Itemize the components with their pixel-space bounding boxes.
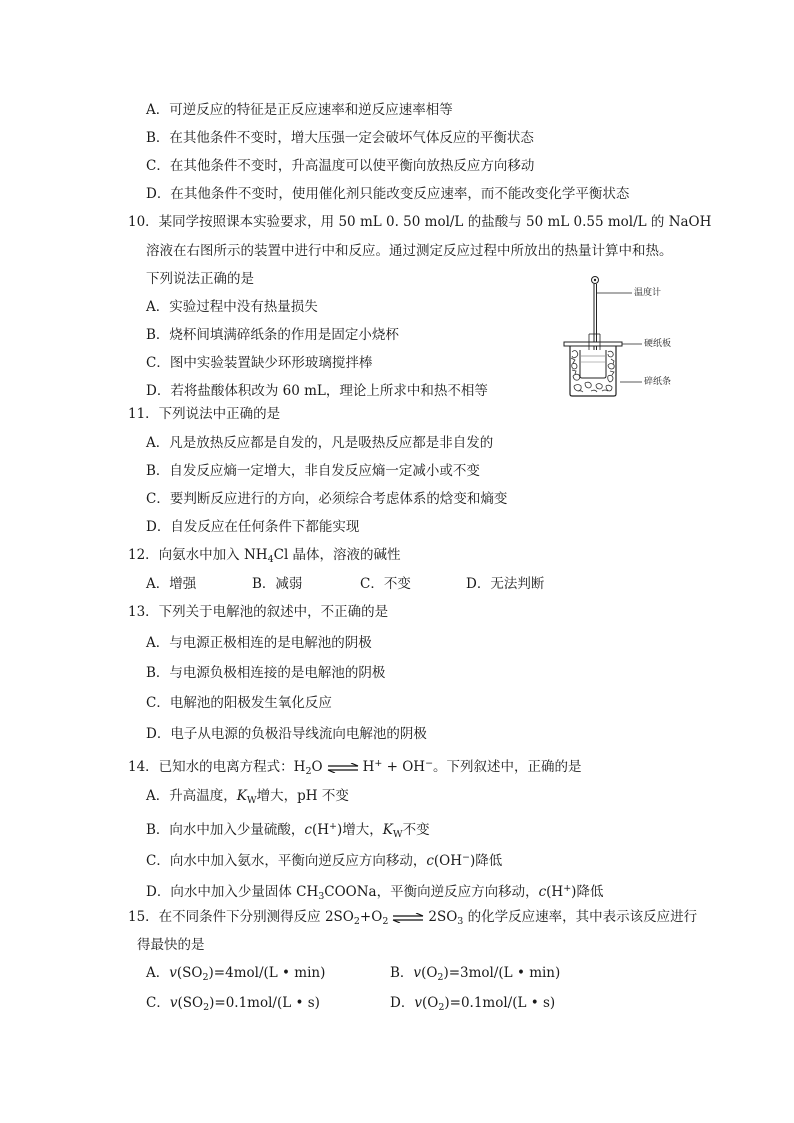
q10-option-a: A．实验过程中没有热量损失 [146, 299, 318, 315]
q15-option-a: A．$v(SO_2)=4mol/(L$ • min) [146, 965, 326, 983]
q12-option-c: C．不变 [360, 576, 411, 592]
q15-stem-line1: 15．在不同条件下分别测得反应 $2SO_2+O_2$ $2SO_3$ 的化学反应速率，其中表示该反应进行 [128, 909, 698, 927]
q13-option-d: D．电子从电源的负极沿导线流向电解池的阴极 [146, 726, 427, 742]
q13-stem: 13．下列关于电解池的叙述中，不正确的是 [128, 604, 389, 620]
q10-option-b: B．烧杯间填满碎纸条的作用是固定小烧杯 [146, 327, 399, 343]
q11-option-c: C．要判断反应进行的方向，必须综合考虑体系的焓变和熵变 [146, 491, 508, 507]
q10-stem-line3: 下列说法正确的是 [146, 271, 254, 287]
q9-option-c: C．在其他条件不变时，升高温度可以使平衡向放热反应方向移动 [146, 158, 535, 174]
q15-option-c: C．$v(SO_2)=0.1mol/(L$ • s) [146, 995, 320, 1013]
q10-stem-line1: 10．某同学按照课本实验要求，用 50 mL 0. 50 mol/L 的盐酸与 50 mL 0.55 mol/L 的 NaOH [128, 214, 712, 230]
q12-options [146, 575, 566, 593]
q14-stem: 14．已知水的电离方程式：$H_2O$ H+ + OH−。下列叙述中，正确的是 [128, 758, 582, 777]
q15-stem-line2: 得最快的是 [137, 937, 205, 953]
q14-option-a: A．升高温度，$K_W$增大，pH 不变 [146, 788, 349, 806]
q12-option-a: A．增强 [146, 576, 197, 592]
equilibrium-arrow-icon [392, 913, 424, 923]
paper-strips-label: 碎纸条 [644, 377, 672, 387]
cardboard-label: 硬纸板 [644, 339, 672, 349]
q14-option-d: D．向水中加入少量固体 $CH_3COONa$，平衡向逆反应方向移动，c(H+)降低 [146, 883, 604, 902]
calorimeter-diagram [558, 270, 698, 400]
q11-option-a: A．凡是放热反应都是自发的，凡是吸热反应都是非自发的 [146, 435, 494, 451]
q9-option-b: B．在其他条件不变时，增大压强一定会破坏气体反应的平衡状态 [146, 130, 534, 146]
q13-option-c: C．电解池的阳极发生氧化反应 [146, 695, 332, 711]
q13-option-b: B．与电源负极相连接的是电解池的阴极 [146, 665, 386, 681]
q11-option-b: B．自发反应熵一定增大，非自发反应熵一定减小或不变 [146, 463, 480, 479]
q15-option-d: D．$v(O_2)=0.1mol/(L$ • s) [390, 995, 556, 1013]
q9-option-a: A．可逆反应的特征是正反应速率和逆反应速率相等 [146, 102, 453, 118]
q9-option-d: D．在其他条件不变时，使用催化剂只能改变反应速率，而不能改变化学平衡状态 [146, 186, 630, 202]
q12-option-b: B．减弱 [252, 576, 303, 592]
q14-option-b: B．向水中加入少量硫酸，c(H+)增大，$K_W$不变 [146, 821, 430, 840]
q14-option-c: C．向水中加入氨水，平衡向逆反应方向移动，c(OH−)降低 [146, 852, 503, 869]
q12-option-d: D．无法判断 [466, 576, 545, 592]
thermometer-label: 温度计 [634, 288, 662, 298]
equilibrium-arrow-icon [327, 763, 359, 773]
q10-option-c: C．图中实验装置缺少环形玻璃搅拌棒 [146, 355, 373, 371]
q10-option-d: D．若将盐酸体积改为 60 mL，理论上所求中和热不相等 [146, 383, 488, 399]
q15-option-b: B．$v(O_2)=3mol/(L$ • min) [390, 965, 561, 983]
calorimeter-figure [558, 270, 698, 400]
q11-option-d: D．自发反应在任何条件下都能实现 [146, 519, 360, 535]
q10-stem-line2: 溶液在右图所示的装置中进行中和反应。通过测定反应过程中所放出的热量计算中和热。 [146, 243, 673, 259]
q13-option-a: A．与电源正极相连的是电解池的阴极 [146, 635, 372, 651]
q12-stem: 12．向氨水中加入 $NH_4Cl$ 晶体，溶液的碱性 [128, 547, 401, 565]
q11-stem: 11．下列说法中正确的是 [128, 406, 281, 422]
